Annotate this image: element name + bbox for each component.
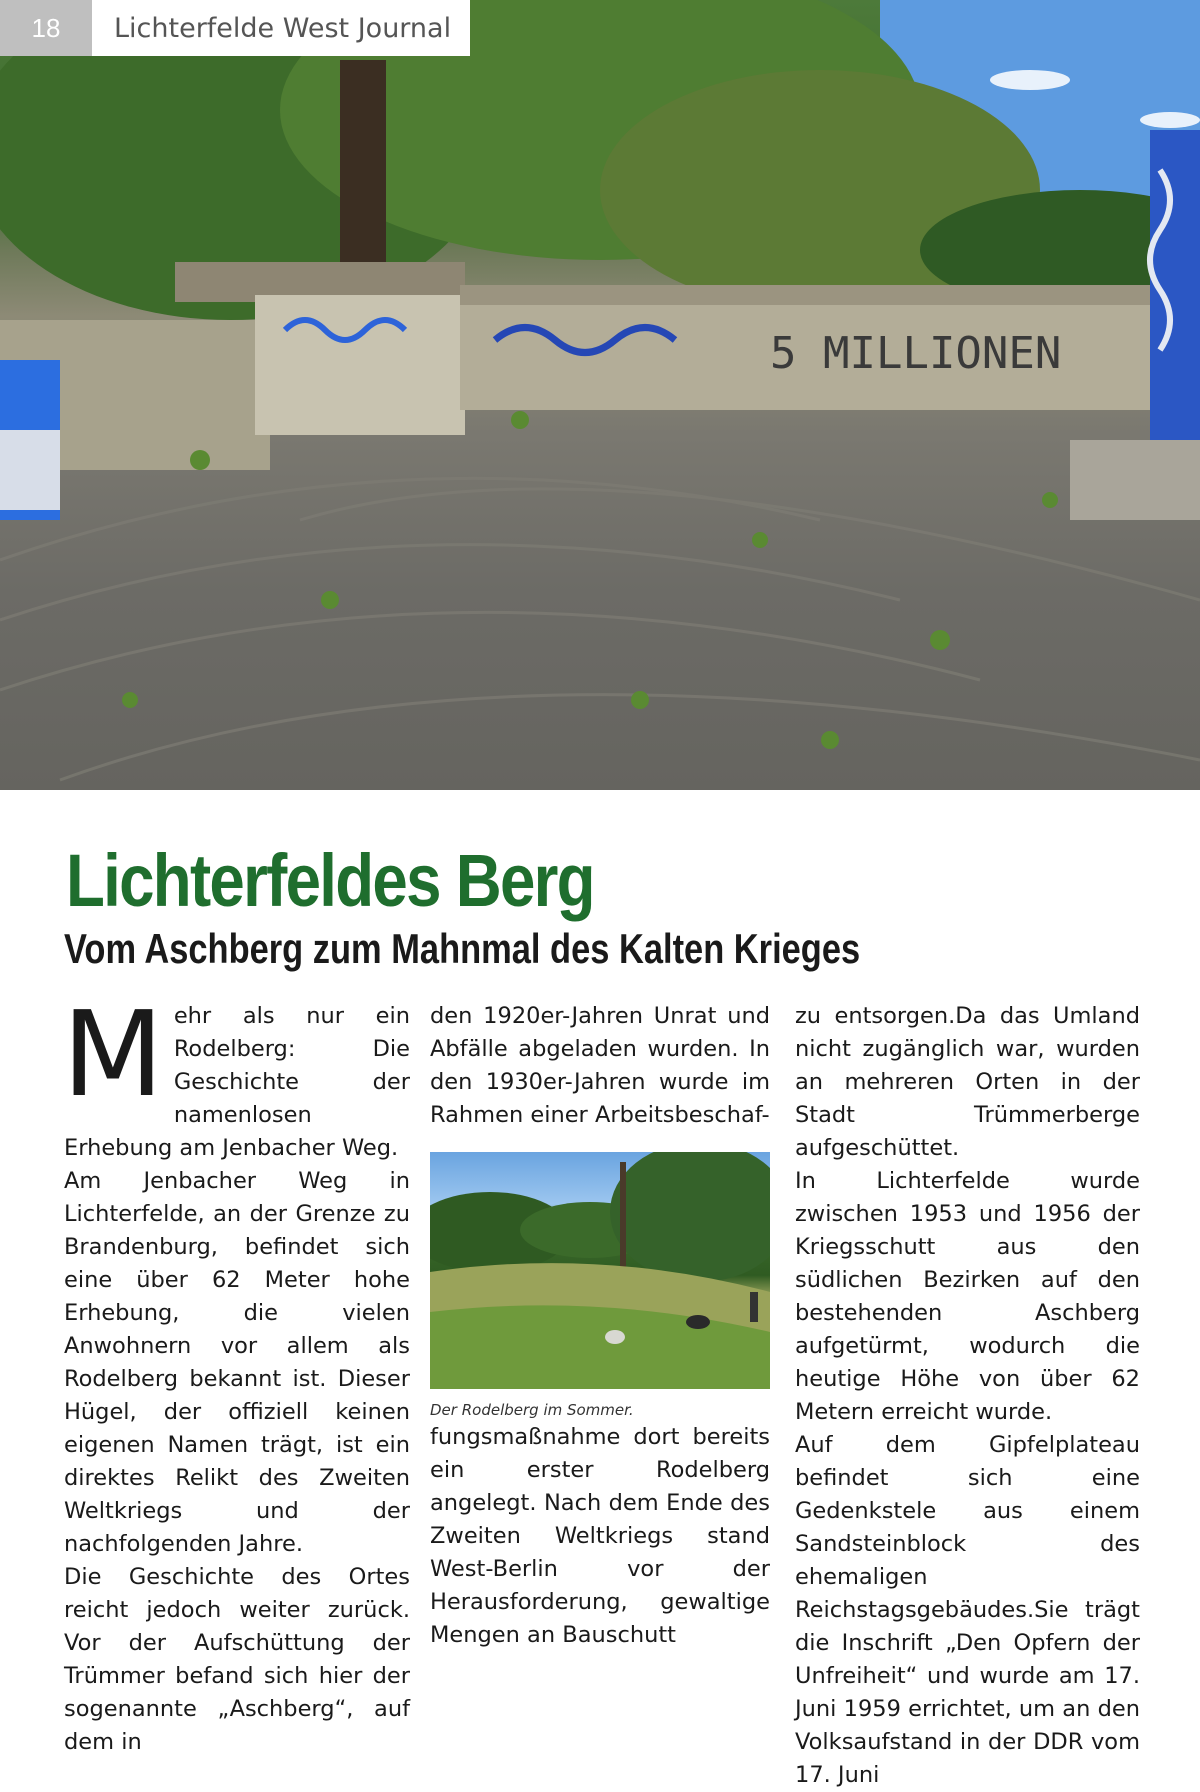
article-subtitle: Vom Aschberg zum Mahnmal des Kalten Krieges	[64, 925, 861, 972]
article-title: Lichterfeldes Berg	[66, 839, 594, 922]
page-number: 18	[0, 0, 92, 56]
article-column-2	[430, 1000, 770, 1652]
inset-photo-illustration	[430, 1152, 770, 1389]
article-intro: ehr als nur ein Rodelberg: Die Geschichte der namenlosen Erhebung am Jenbacher Weg.	[64, 1003, 410, 1161]
photo-caption: Der Rodelberg im Sommer.	[430, 1401, 634, 1419]
article-paragraph: Am Jenbacher Weg in Lichterfelde, an der Grenze zu Brandenburg, befindet sich eine über 62 Meter hohe Erhebung, die vielen Anwohnern vor allem als Rodelberg bekannt ist. Dieser Hügel, der offiziell keinen eigenen Namen trägt, ist ein direktes Relikt des Zweiten Weltkriegs und der nachfolgenden Jahre.	[64, 1168, 410, 1557]
page-header	[0, 0, 470, 56]
article-paragraph: In Lichterfelde wurde zwischen 1953 und 1956 der Kriegsschutt aus den südlichen Bezirken auf den bestehenden Aschberg aufgetürmt, wodurch die heutige Höhe von über 62 Metern erreicht wurde.	[795, 1168, 1140, 1425]
article-paragraph: Auf dem Gipfelplateau befindet sich eine Gedenkstele aus einem Sandsteinblock des ehemaligen Reichstagsgebäudes.Sie trägt die Inschrift „Den Opfern der Unfreiheit“ und wurde am 17. Juni 1959 errichtet, um an den Volksaufstand in der DDR vom 17. Juni	[795, 1432, 1140, 1788]
wall-graffiti: 5 MILLIONEN	[770, 328, 1062, 379]
hero-photo-illustration	[0, 0, 1200, 790]
dropcap: M	[62, 985, 164, 1123]
inset-photo	[430, 1152, 770, 1389]
article-column-3	[795, 1000, 1140, 1792]
hero-photo	[0, 0, 1200, 790]
article-paragraph: Die Geschichte des Ortes reicht jedoch weiter zurück. Vor der Aufschüttung der Trümmer befand sich hier der sogenannte „Aschberg“, auf dem in	[64, 1564, 410, 1755]
article-paragraph: zu entsorgen.Da das Umland nicht zugänglich war, wurden an mehreren Orten in der Stadt Trümmerberge aufgeschüttet.	[795, 1003, 1140, 1161]
journal-name: Lichterfelde West Journal	[92, 0, 470, 56]
article-column-1	[62, 985, 410, 1759]
article-paragraph: den 1920er-Jahren Unrat und Abfälle abgeladen wurden. In den 1930er-Jahren wurde im Rahmen einer Arbeitsbeschaf-	[430, 1003, 770, 1128]
article-paragraph: fungsmaßnahme dort bereits ein erster Rodelberg angelegt. Nach dem Ende des Zweiten Weltkriegs stand West-Berlin vor der Herausforderung, gewaltige Mengen an Bauschutt	[430, 1424, 770, 1648]
